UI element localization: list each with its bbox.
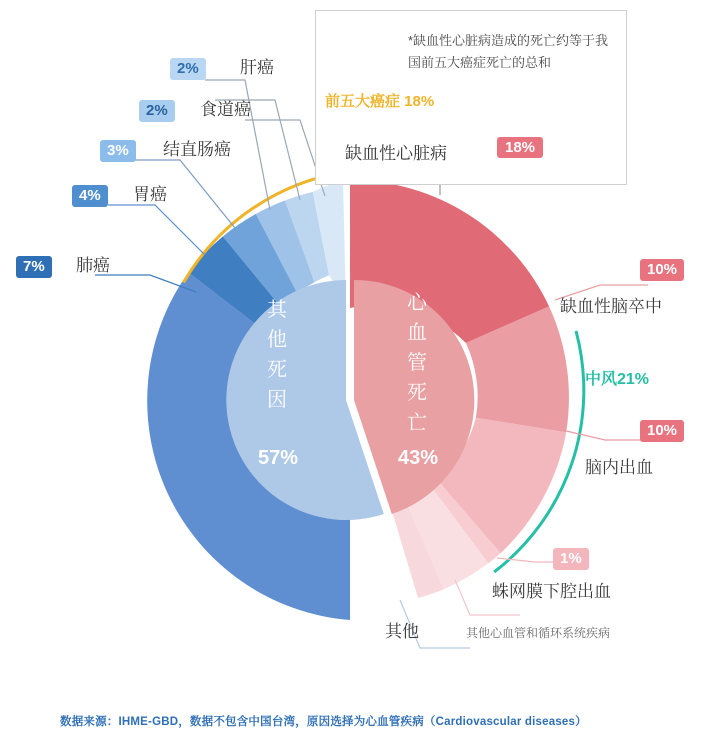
stroke-group-label: 中风21%	[585, 371, 650, 388]
ihd-label: 缺血性心脏病	[345, 144, 447, 163]
intracerebral-hemorrhage-percent: 10%	[640, 420, 684, 442]
inner-cvd-char2: 血	[407, 322, 429, 344]
intracerebral-hemorrhage-label: 脑内出血	[585, 458, 653, 477]
inner-cvd-char3: 管	[407, 352, 429, 374]
ischemic-stroke-percent: 10%	[640, 259, 684, 281]
inner-other-percent: 57%	[258, 447, 299, 469]
top5-cancer-label: 前五大癌症 18%	[322, 90, 437, 111]
colorectal-cancer-percent: 3%	[100, 140, 136, 162]
inner-other-char1: 其	[267, 299, 289, 321]
inner-cvd-char5: 亡	[407, 412, 429, 434]
liver-cancer-label: 肝癌	[240, 58, 274, 77]
lung-cancer-percent: 7%	[16, 256, 52, 278]
inner-other-char4: 因	[267, 389, 289, 411]
inner-cvd-percent: 43%	[398, 447, 439, 469]
esophageal-cancer-label: 食道癌	[200, 100, 251, 119]
stomach-cancer-percent: 4%	[72, 185, 108, 207]
inner-cvd-char1: 心	[407, 292, 429, 314]
esophageal-cancer-percent: 2%	[139, 100, 175, 122]
subarachnoid-hemorrhage-label: 蛛网膜下腔出血	[492, 582, 611, 601]
data-source-note: 数据来源：IHME-GBD，数据不包含中国台湾，原因选择为心血管疾病（Cardiovascular diseases）	[60, 716, 587, 728]
inner-other-char3: 死	[267, 359, 289, 381]
note-text: *缺血性心脏病造成的死亡约等于我国前五大癌症死亡的总和	[408, 33, 609, 70]
lung-cancer-label: 肺癌	[76, 256, 110, 275]
ischemic-stroke-label: 缺血性脑卒中	[560, 297, 662, 316]
colorectal-cancer-label: 结直肠癌	[163, 140, 231, 159]
inner-cvd-char4: 死	[407, 382, 429, 404]
inner-other-char2: 他	[267, 329, 289, 351]
stomach-cancer-label: 胃癌	[133, 185, 167, 204]
ihd-percent: 18%	[497, 137, 543, 158]
liver-cancer-percent: 2%	[170, 58, 206, 80]
other-cvd-label: 其他心血管和循环系统疾病	[466, 626, 611, 640]
other-label: 其他	[385, 622, 419, 641]
subarachnoid-hemorrhage-percent: 1%	[553, 548, 589, 570]
